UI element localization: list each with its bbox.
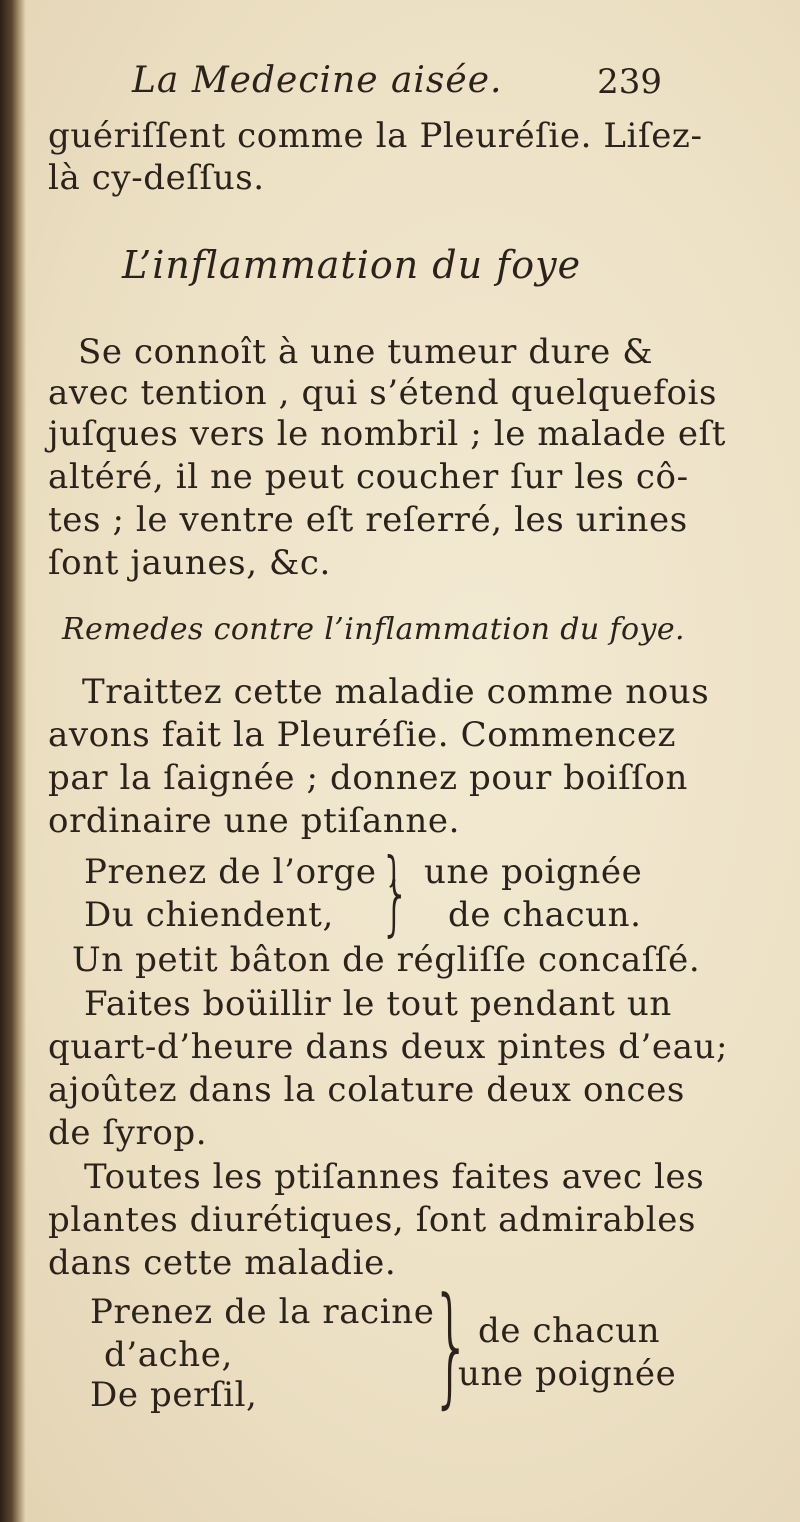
recipe-quantity: de chacun <box>478 1311 661 1351</box>
running-title: La Medecine aisée. <box>132 60 503 101</box>
brace-glyph: } <box>379 839 412 946</box>
text-line: dans cette maladie. <box>48 1243 397 1283</box>
recipe-quantity: une poignée <box>424 852 643 892</box>
text-line: Se connoît à une tumeur dure & <box>78 332 654 372</box>
text-line: quart-d’heure dans deux pintes d’eau; <box>48 1027 729 1067</box>
book-binding-edge <box>0 0 26 1522</box>
brace-glyph: } <box>430 1269 473 1421</box>
text-line: par la ſaignée ; donnez pour boiſſon <box>48 758 689 798</box>
section-heading: L’inflammation du foye <box>122 243 582 287</box>
section-heading: Remedes contre l’inflammation du foye. <box>62 612 685 647</box>
text-line: là cy-deſſus. <box>48 158 265 198</box>
text-line: juſques vers le nombril ; le malade eſt <box>48 414 727 454</box>
text-line: ajoûtez dans la colature deux onces <box>48 1070 685 1110</box>
text-line: guériſſent comme la Pleuréſie. Liſez- <box>48 116 703 156</box>
text-line: Toutes les ptiſannes faites avec les <box>84 1157 705 1197</box>
running-header <box>132 60 662 108</box>
recipe-ingredient: Prenez de la racine <box>90 1292 435 1332</box>
text-line: avec tention , qui s’étend quelquefois <box>48 373 718 413</box>
recipe-ingredient: Du chiendent, <box>84 895 334 935</box>
text-line: Traittez cette maladie comme nous <box>82 672 710 712</box>
text-line: ſont jaunes, &c. <box>48 543 331 583</box>
text-line: Faites boüillir le tout pendant un <box>84 984 672 1024</box>
text-line: de ſyrop. <box>48 1113 208 1153</box>
recipe-ingredient: d’ache, <box>104 1335 233 1375</box>
recipe-ingredient: Prenez de l’orge , <box>84 852 400 892</box>
page-number: 239 <box>597 62 662 102</box>
text-line: plantes diurétiques, ſont admirables <box>48 1200 697 1240</box>
text-line: avons fait la Pleuréſie. Commencez <box>48 715 677 755</box>
text-line: tes ; le ventre eſt reſerré, les urines <box>48 500 688 540</box>
recipe-ingredient: De perſil, <box>90 1375 258 1415</box>
recipe-quantity: de chacun. <box>448 895 642 935</box>
text-line: Un petit bâton de régliſſe concaſſé. <box>72 940 701 980</box>
recipe-quantity: une poignée <box>458 1354 677 1394</box>
text-line: ordinaire une ptiſanne. <box>48 801 460 841</box>
text-line: altéré, il ne peut coucher ſur les cô- <box>48 457 689 497</box>
